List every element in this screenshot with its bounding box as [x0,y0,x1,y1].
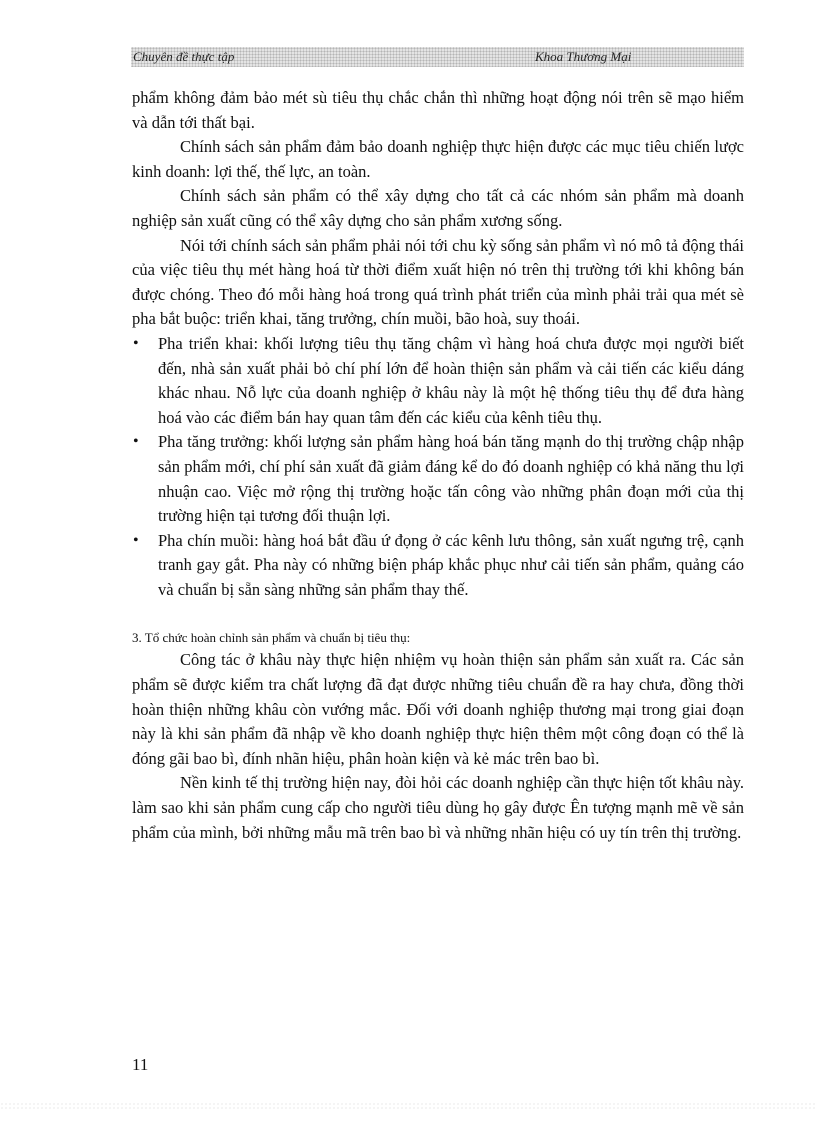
footer-divider [0,1102,816,1110]
paragraph: Nền kinh tế thị trường hiện nay, đòi hỏi các doanh nghiệp cần thực hiện tốt khâu này. làm sao khi sản phẩm cung cấp cho người tiêu dùng họ gây được Ên tượng mạnh mẽ về sản phẩm của mình, bởi những mẫu mã trên bao bì và những nhãn hiệu có uy tín trên thị trường. [132,773,744,842]
paragraph: Công tác ở khâu này thực hiện nhiệm vụ hoàn thiện sản phẩm sản xuất ra. Các sản phẩm sẽ được kiểm tra chất lượng đã đạt được những tiêu chuẩn đề ra hay chưa, đồng thời hoàn thiện những khâu còn vướng mắc. Đối với doanh nghiệp thương mại trong giai đoạn này là khi sản phẩm đã nhập về kho doanh nghiệp thực hiện thêm một công đoạn có thể là đóng gãi bao bì, đính nhãn hiệu, phân hoàn kiện và kẻ mác trên bao bì. [132,650,744,768]
list-item-text: Pha tăng trưởng: khối lượng sản phẩm hàng hoá bán tăng mạnh do thị trường chập nhập sản phẩm mới, chí phí sản xuất đã giảm đáng kể do đó doanh nghiệp có khả năng thu lợi nhuận cao. Việc mở rộng thị trường hoặc tấn công vào những phân đoạn mới của thị trường hiện tại tương đối thuận lợi. [158,432,744,526]
bullet-list [132,332,744,603]
section-heading: 3. Tổ chức hoàn chỉnh sản phẩm và chuẩn bị tiêu thụ: [132,630,411,646]
paragraph: Chính sách sản phẩm có thể xây dựng cho tất cả các nhóm sản phẩm mà doanh nghiệp sản xuất cũng có thể xây dựng cho sản phẩm xương sống. [132,186,744,230]
list-item-text: Pha triển khai: khối lượng tiêu thụ tăng chậm vì hàng hoá chưa được mọi người biết đến, nhà sản xuất phải bỏ chí phí lớn để hoàn thiện sản phẩm và cải tiến các kiểu dáng khác nhau. Nỗ lực của doanh nghiệp ở khâu này là một hệ thống tiêu thụ để đưa hàng hoá vào các điểm bán hay quan tâm đến các kiểu của kênh tiêu thụ. [158,333,744,427]
running-header [131,47,744,67]
list-item-text: Pha chín muồi: hàng hoá bắt đầu ứ đọng ở các kênh lưu thông, sản xuất ngưng trệ, cạnh tranh gay gắt. Pha này có những biện pháp khắc phục như cải tiến sản phẩm, quảng cáo và chuẩn bị sẵn sàng những sản phẩm thay thế. [158,530,744,599]
bullet-icon: • [133,433,139,451]
list-item [132,332,744,430]
paragraph: Chính sách sản phẩm đảm bảo doanh nghiệp thực hiện được các mục tiêu chiến lược kinh doanh: lợi thế, thế lực, an toàn. [132,137,744,181]
paragraph: phẩm không đảm bảo mét sù tiêu thụ chắc chắn thì những hoạt động nói trên sẽ mạo hiểm và dẫn tới thất bại. [132,88,744,132]
list-item [132,430,744,528]
header-course-title: Chuyên đề thực tập [133,49,235,64]
bullet-icon: • [133,334,139,352]
paragraph: Nói tới chính sách sản phẩm phải nói tới chu kỳ sống sản phẩm vì nó mô tả động thái của việc tiêu thụ mét hàng hoá từ thời điểm xuất hiện nó trên thị trường tới khi không bán được chóng. Theo đó mỗi hàng hoá trong quá trình phát triển của mình phải trải qua mét sè pha bắt buộc: triển khai, tăng trưởng, chín muồi, bão hoà, suy thoái. [132,235,744,329]
header-faculty: Khoa Thương Mại [535,49,632,64]
bullet-icon: • [133,531,139,549]
document-body [132,86,744,845]
page-number: 11 [132,1055,149,1074]
list-item [132,529,744,603]
